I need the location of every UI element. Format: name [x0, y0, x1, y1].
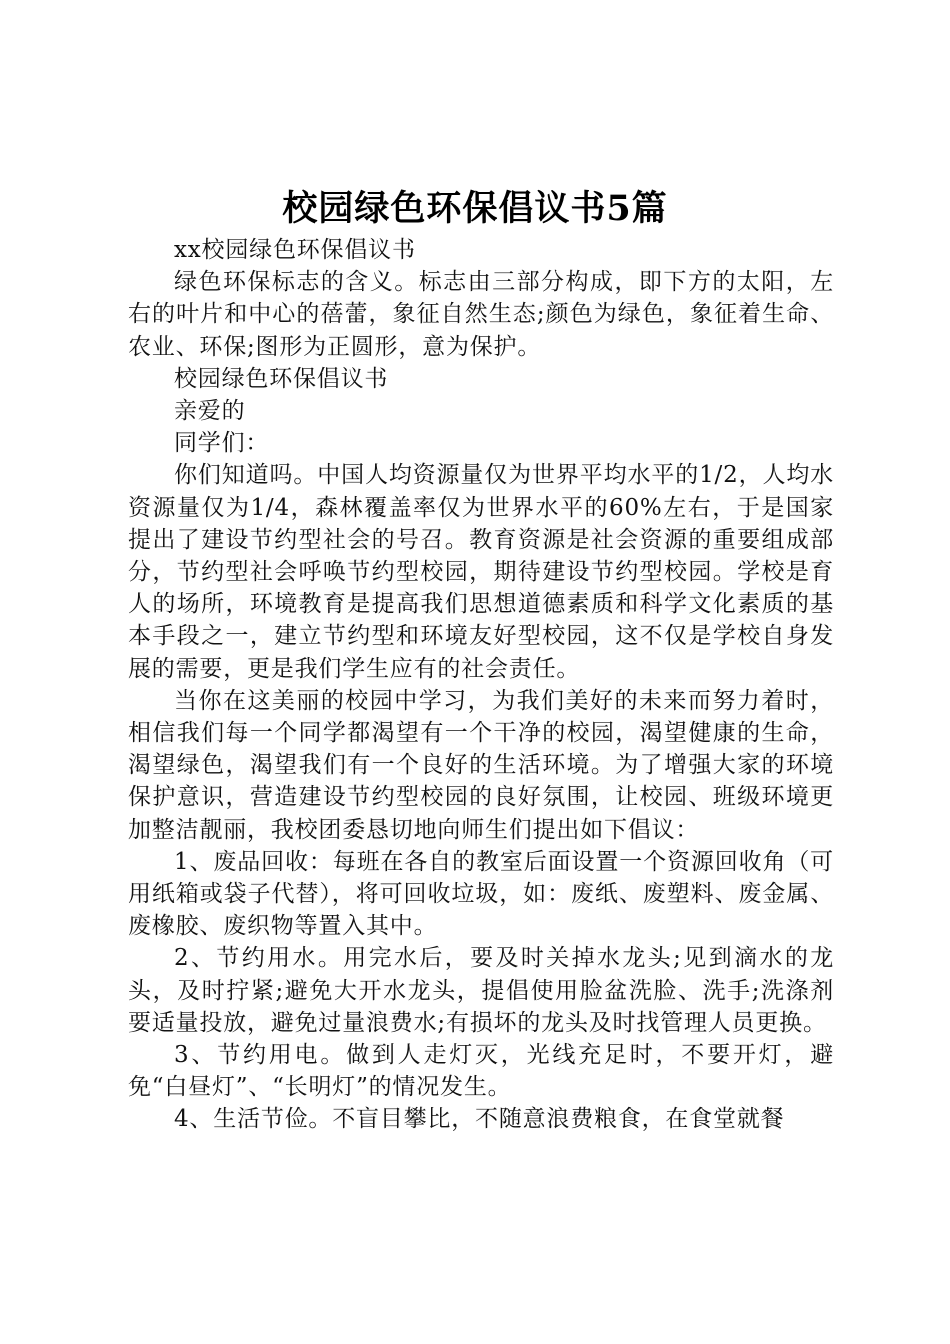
- paragraph-item-1: 1、废品回收：每班在各自的教室后面设置一个资源回收角（可用纸箱或袋子代替），将可回收垃圾，如：废纸、废塑料、废金属、废橡胶、废织物等置入其中。: [128, 848, 834, 940]
- paragraph-salutation: 亲爱的: [174, 398, 246, 425]
- document-body: [128, 234, 834, 1136]
- paragraph-subtitle: xx校园绿色环保倡议书: [174, 237, 416, 263]
- paragraph-logo-meaning: 绿色环保标志的含义。标志由三部分构成，即下方的太阳，左右的叶片和中心的蓓蕾，象征自然生态;颜色为绿色，象征着生命、农业、环保;图形为正圆形，意为保护。: [128, 269, 834, 360]
- paragraph-intro: 你们知道吗。中国人均资源量仅为世界平均水平的1/2，人均水资源量仅为1/4，森林覆盖率仅为世界水平的60%左右，于是国家提出了建设节约型社会的号召。教育资源是社会资源的重要组成部分，节约型社会呼唤节约型校园，期待建设节约型校园。学校是育人的场所，环境教育是提高我们思想道德素质和科学文化素质的基本手段之一，建立节约型和环境友好型校园，这不仅是学校自身发展的需要，更是我们学生应有的社会责任。: [128, 462, 834, 682]
- document-title: 校园绿色环保倡议书5篇: [282, 188, 668, 229]
- paragraph-addressee: 同学们：: [174, 430, 270, 457]
- paragraph-appeal: 当你在这美丽的校园中学习，为我们美好的未来而努力着时，相信我们每一个同学都渴望有一个干净的校园，渴望健康的生命，渴望绿色，渴望我们有一个良好的生活环境。为了增强大家的环境保护意识，营造建设节约型校园的良好氛围，让校园、班级环境更加整洁靓丽，我校团委恳切地向师生们提出如下倡议：: [128, 687, 834, 843]
- paragraph-item-2: 2、节约用水。用完水后，要及时关掉水龙头;见到滴水的龙头，及时拧紧;避免大开水龙头，提倡使用脸盆洗脸、洗手;洗涤剂要适量投放，避免过量浪费水;有损坏的龙头及时找管理人员更换。: [128, 945, 834, 1036]
- paragraph-heading: 校园绿色环保倡议书: [174, 365, 389, 392]
- paragraph-item-4: 4、生活节俭。不盲目攀比，不随意浪费粮食，在食堂就餐: [174, 1106, 785, 1133]
- paragraph-item-3: 3、节约用电。做到人走灯灭，光线充足时，不要开灯，避免“白昼灯”、“长明灯”的情况发生。: [128, 1042, 834, 1101]
